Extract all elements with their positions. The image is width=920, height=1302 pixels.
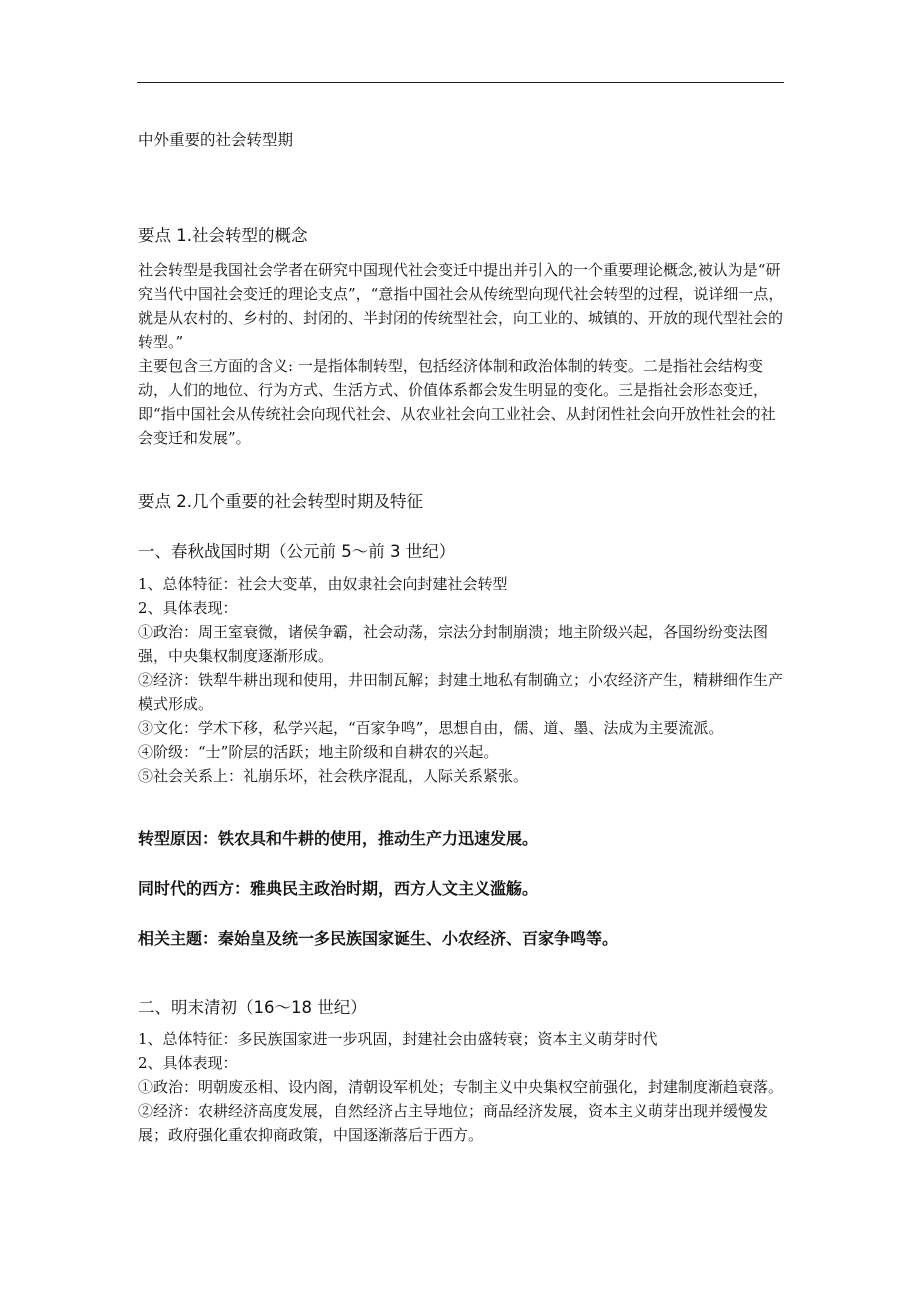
point2-heading: 要点 2.几个重要的社会转型时期及特征: [138, 492, 423, 511]
list-item: 1、总体特征：社会大变革，由奴隶社会向封建社会转型: [138, 575, 508, 593]
section1-west: 同时代的西方：雅典民主政治时期，西方人文主义滥觞。: [138, 879, 539, 898]
list-item: ②经济：铁犁牛耕出现和使用，井田制瓦解；封建土地私有制确立；小农经济产生，精耕细作生产模式形成。: [138, 671, 784, 713]
list-item: ①政治：明朝废丞相、设内阁，清朝设军机处；专制主义中央集权空前强化，封建制度渐趋衰落。: [138, 1078, 784, 1096]
section1-related: 相关主题：秦始皇及统一多民族国家诞生、小农经济、百家争鸣等。: [138, 929, 619, 948]
document-title: 中外重要的社会转型期: [138, 131, 294, 149]
list-item: ①政治：周王室衰微，诸侯争霸，社会动荡，宗法分封制崩溃；地主阶级兴起，各国纷纷变法图强，中央集权制度逐渐形成。: [138, 623, 769, 665]
section2-list: [138, 1027, 786, 1147]
list-item: ⑤社会关系上：礼崩乐坏，社会秩序混乱，人际关系紧张。: [138, 767, 529, 785]
header-rule: [137, 82, 784, 83]
list-item: 1、总体特征：多民族国家进一步巩固，封建社会由盛转衰；资本主义萌芽时代: [138, 1030, 658, 1048]
list-item: 2、具体表现：: [138, 1054, 238, 1072]
section2-heading: 二、明末清初（16～18 世纪）: [138, 998, 367, 1017]
list-item: ④阶级：“士”阶层的活跃；地主阶级和自耕农的兴起。: [138, 743, 499, 761]
list-item: 2、具体表现：: [138, 599, 238, 617]
point1-paragraph: 社会转型是我国社会学者在研究中国现代社会变迁中提出并引入的一个重要理论概念,被认为是“研究当代中国社会变迁的理论支点”，“意指中国社会从传统型向现代社会转型的过程，说详细一点，就是从农村的、乡村的、封闭的、半封闭的传统型社会，向工业的、城镇的、开放的现代型社会的转型。”: [138, 261, 784, 351]
point1-body: [138, 258, 786, 450]
section1-reason: 转型原因：铁农具和牛耕的使用，推动生产力迅速发展。: [138, 829, 539, 848]
section1-heading: 一、春秋战国时期（公元前 5～前 3 世纪）: [138, 542, 456, 561]
list-item: ③文化：学术下移，私学兴起，“百家争鸣”，思想自由，儒、道、墨、法成为主要流派。: [138, 719, 724, 737]
point1-heading: 要点 1.社会转型的概念: [138, 226, 308, 245]
section1-list: [138, 572, 786, 788]
point1-paragraph: 主要包含三方面的含义: 一是指体制转型，包括经济体制和政治体制的转变。二是指社会结构变动，人们的地位、行为方式、生活方式、价值体系都会发生明显的变化。三是指社会形态变迁，即“指中国社会从传统社会向现代社会、从农业社会向工业社会、从封闭性社会向开放性社会的社会变迁和发展”。: [138, 357, 776, 447]
list-item: ②经济：农耕经济高度发展，自然经济占主导地位；商品经济发展，资本主义萌芽出现并缓慢发展；政府强化重农抑商政策，中国逐渐落后于西方。: [138, 1102, 769, 1144]
